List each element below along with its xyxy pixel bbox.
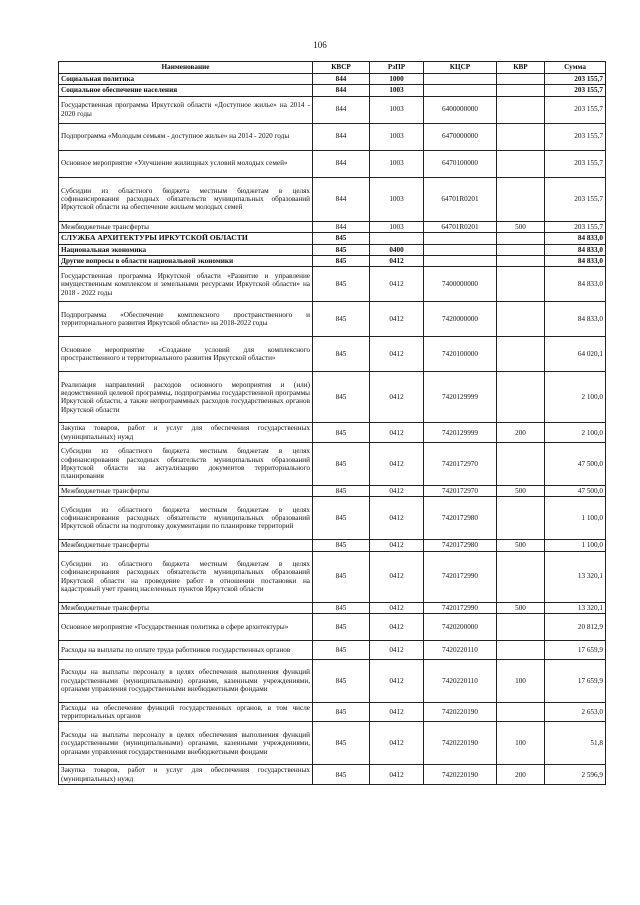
row-rzpr-cell: 1003 [370, 123, 424, 150]
row-kcsr-cell: 64701R0201 [424, 221, 497, 232]
row-kcsr-cell: 7420220110 [424, 659, 497, 702]
row-sum-cell: 1 100,0 [545, 497, 606, 540]
row-sum-cell: 17 659,9 [545, 659, 606, 702]
row-name-cell: Основное мероприятие «Улучшение жилищных условий молодых семей» [59, 150, 313, 177]
row-kcsr-cell: 7420000000 [424, 302, 497, 337]
budget-table [58, 61, 606, 785]
row-name-cell: Другие вопросы в области национальной экономики [59, 256, 313, 267]
row-sum-cell: 84 833,0 [545, 267, 606, 302]
row-kvsr-cell: 844 [313, 96, 370, 123]
table-row [59, 722, 606, 765]
row-sum-cell: 203 155,7 [545, 221, 606, 232]
row-kvsr-cell: 845 [313, 302, 370, 337]
row-kvr-cell [497, 372, 545, 423]
row-sum-cell: 1 100,0 [545, 540, 606, 551]
row-rzpr-cell: 0400 [370, 244, 424, 255]
row-name-cell: Подпрограмма «Обеспечение комплексного пространственного и территориального развития Иркутской области» на 2018-2022 годы [59, 302, 313, 337]
row-rzpr-cell: 0412 [370, 442, 424, 485]
table-row [59, 150, 606, 177]
row-name-cell: Основное мероприятие «Государственная политика в сфере архитектуры» [59, 613, 313, 640]
row-kcsr-cell: 7420172980 [424, 540, 497, 551]
row-rzpr-cell: 0412 [370, 659, 424, 702]
header-sum: Сумма [545, 62, 606, 74]
table-row [59, 702, 606, 722]
row-rzpr-cell: 0412 [370, 267, 424, 302]
row-kcsr-cell [424, 244, 497, 255]
row-name-cell: Субсидии из областного бюджета местным бюджетам в целях софинансирования расходных обязательств муниципальных образований Иркутской области на подготовку документации по планировке территорий [59, 497, 313, 540]
row-name-cell: Социальная политика [59, 74, 313, 85]
row-kvr-cell [497, 177, 545, 221]
row-kvr-cell [497, 267, 545, 302]
row-sum-cell: 84 833,0 [545, 256, 606, 267]
row-kvsr-cell: 845 [313, 640, 370, 659]
row-kvr-cell: 200 [497, 765, 545, 785]
row-rzpr-cell: 1003 [370, 221, 424, 232]
table-row [59, 96, 606, 123]
row-kcsr-cell [424, 232, 497, 244]
row-kvr-cell: 100 [497, 722, 545, 765]
row-kvr-cell: 500 [497, 540, 545, 551]
row-rzpr-cell: 0412 [370, 497, 424, 540]
table-row [59, 232, 606, 244]
table-row [59, 659, 606, 702]
row-rzpr-cell: 0412 [370, 485, 424, 496]
table-row [59, 302, 606, 337]
row-rzpr-cell: 0412 [370, 302, 424, 337]
header-kcsr: КЦСР [424, 62, 497, 74]
row-kvr-cell: 200 [497, 423, 545, 443]
table-row [59, 423, 606, 443]
row-kvr-cell [497, 74, 545, 85]
table-row [59, 74, 606, 85]
row-kvr-cell [497, 551, 545, 602]
row-kcsr-cell: 7420172980 [424, 497, 497, 540]
row-name-cell: СЛУЖБА АРХИТЕКТУРЫ ИРКУТСКОЙ ОБЛАСТИ [59, 232, 313, 244]
table-row [59, 485, 606, 496]
row-kvr-cell [497, 123, 545, 150]
row-sum-cell: 203 155,7 [545, 177, 606, 221]
row-sum-cell: 51,8 [545, 722, 606, 765]
row-kcsr-cell: 7420200000 [424, 613, 497, 640]
row-name-cell: Субсидии из областного бюджета местным бюджетам в целях софинансирования расходных обязательств муниципальных образований Иркутской области на обеспечение жильем молодых семей [59, 177, 313, 221]
row-name-cell: Социальное обеспечение населения [59, 85, 313, 96]
row-kvr-cell [497, 497, 545, 540]
row-rzpr-cell: 1000 [370, 74, 424, 85]
table-row [59, 337, 606, 372]
row-kvsr-cell: 845 [313, 485, 370, 496]
row-name-cell: Расходы на обеспечение функций государственных органов, в том числе территориальных органов [59, 702, 313, 722]
row-name-cell: Закупка товаров, работ и услуг для обеспечения государственных (муниципальных) нужд [59, 423, 313, 443]
header-rzpr: РзПР [370, 62, 424, 74]
row-kvsr-cell: 845 [313, 602, 370, 613]
row-kvsr-cell: 845 [313, 232, 370, 244]
row-rzpr-cell: 1003 [370, 85, 424, 96]
row-kvsr-cell: 845 [313, 659, 370, 702]
row-kvr-cell: 500 [497, 485, 545, 496]
row-kvr-cell: 500 [497, 602, 545, 613]
row-kvr-cell [497, 702, 545, 722]
row-kcsr-cell: 7420129999 [424, 423, 497, 443]
table-body [59, 74, 606, 785]
row-kcsr-cell: 6470000000 [424, 123, 497, 150]
row-sum-cell: 2 653,0 [545, 702, 606, 722]
table-row [59, 540, 606, 551]
row-name-cell: Национальная экономика [59, 244, 313, 255]
row-name-cell: Межбюджетные трансферты [59, 221, 313, 232]
table-row [59, 256, 606, 267]
row-kvsr-cell: 845 [313, 423, 370, 443]
row-sum-cell: 13 320,1 [545, 551, 606, 602]
row-kvr-cell: 500 [497, 221, 545, 232]
table-row [59, 640, 606, 659]
row-kvsr-cell: 844 [313, 123, 370, 150]
row-kcsr-cell: 7420220190 [424, 722, 497, 765]
row-sum-cell: 84 833,0 [545, 244, 606, 255]
row-kvsr-cell: 844 [313, 221, 370, 232]
table-row [59, 244, 606, 255]
row-name-cell: Расходы на выплаты персоналу в целях обеспечения выполнения функций государственными (муниципальными) органами, казенными учреждениями, органами управления государственными внебюджетными фондами [59, 659, 313, 702]
row-kcsr-cell: 7420172970 [424, 485, 497, 496]
row-kvsr-cell: 845 [313, 613, 370, 640]
row-rzpr-cell: 0412 [370, 372, 424, 423]
row-kcsr-cell: 7420172990 [424, 602, 497, 613]
row-kvr-cell [497, 256, 545, 267]
row-name-cell: Закупка товаров, работ и услуг для обеспечения государственных (муниципальных) нужд [59, 765, 313, 785]
row-kcsr-cell: 7400000000 [424, 267, 497, 302]
row-kvsr-cell: 845 [313, 702, 370, 722]
row-sum-cell: 47 500,0 [545, 485, 606, 496]
row-kcsr-cell: 64701R0201 [424, 177, 497, 221]
row-kcsr-cell: 6400000000 [424, 96, 497, 123]
row-rzpr-cell: 0412 [370, 337, 424, 372]
row-sum-cell: 2 100,0 [545, 423, 606, 443]
row-kvsr-cell: 845 [313, 337, 370, 372]
table-row [59, 372, 606, 423]
table-row [59, 85, 606, 96]
row-kvsr-cell: 845 [313, 765, 370, 785]
row-rzpr-cell [370, 232, 424, 244]
row-kcsr-cell [424, 85, 497, 96]
row-sum-cell: 13 320,1 [545, 602, 606, 613]
row-kvsr-cell: 845 [313, 497, 370, 540]
table-row [59, 497, 606, 540]
row-sum-cell: 20 812,9 [545, 613, 606, 640]
row-name-cell: Подпрограмма «Молодым семьям - доступное жилье» на 2014 - 2020 годы [59, 123, 313, 150]
row-kvsr-cell: 844 [313, 85, 370, 96]
row-name-cell: Государственная программа Иркутской области «Развитие и управление имущественным комплексом и земельными ресурсами Иркутской области» на 2018 - 2022 годы [59, 267, 313, 302]
row-kvr-cell [497, 96, 545, 123]
row-kcsr-cell: 7420220190 [424, 765, 497, 785]
row-name-cell: Расходы на выплаты персоналу в целях обеспечения выполнения функций государственными (муниципальными) органами, казенными учреждениями, органами управления государственными внебюджетными фондами [59, 722, 313, 765]
row-sum-cell: 203 155,7 [545, 96, 606, 123]
row-name-cell: Реализация направлений расходов основного мероприятия и (или) ведомственной целевой программы, подпрограммы государственной программы Иркутской области, а также непрограммных расходов государственных органов Иркутской области [59, 372, 313, 423]
row-rzpr-cell: 0412 [370, 722, 424, 765]
row-rzpr-cell: 0412 [370, 540, 424, 551]
row-kcsr-cell: 7420129999 [424, 372, 497, 423]
row-kvsr-cell: 845 [313, 244, 370, 255]
row-kvsr-cell: 845 [313, 551, 370, 602]
header-name: Наименование [59, 62, 313, 74]
row-rzpr-cell: 0412 [370, 423, 424, 443]
table-row [59, 602, 606, 613]
row-kvr-cell: 100 [497, 659, 545, 702]
row-kvr-cell [497, 232, 545, 244]
row-name-cell: Субсидии из областного бюджета местным бюджетам в целях софинансирования расходных обязательств муниципальных образований Иркутской области на проведение работ в отношении постановки на кадастровый учет границ населенных пунктов Иркутской области [59, 551, 313, 602]
row-kvsr-cell: 845 [313, 540, 370, 551]
header-kvr: КВР [497, 62, 545, 74]
table-row [59, 765, 606, 785]
row-rzpr-cell: 1003 [370, 150, 424, 177]
table-row [59, 267, 606, 302]
row-sum-cell: 17 659,9 [545, 640, 606, 659]
row-name-cell: Межбюджетные трансферты [59, 485, 313, 496]
header-kvsr: КВСР [313, 62, 370, 74]
table-row [59, 221, 606, 232]
row-kvsr-cell: 845 [313, 722, 370, 765]
row-kvr-cell [497, 442, 545, 485]
row-kcsr-cell [424, 74, 497, 85]
row-sum-cell: 84 833,0 [545, 302, 606, 337]
row-kvr-cell [497, 85, 545, 96]
row-name-cell: Межбюджетные трансферты [59, 540, 313, 551]
table-row [59, 551, 606, 602]
row-kcsr-cell [424, 256, 497, 267]
row-kvsr-cell: 845 [313, 372, 370, 423]
row-name-cell: Расходы на выплаты по оплате труда работников государственных органов [59, 640, 313, 659]
row-sum-cell: 2 596,9 [545, 765, 606, 785]
row-kcsr-cell: 7420220110 [424, 640, 497, 659]
row-kvr-cell [497, 613, 545, 640]
row-sum-cell: 203 155,7 [545, 150, 606, 177]
row-rzpr-cell: 1003 [370, 96, 424, 123]
row-name-cell: Межбюджетные трансферты [59, 602, 313, 613]
row-sum-cell: 203 155,7 [545, 85, 606, 96]
row-rzpr-cell: 0412 [370, 613, 424, 640]
table-header-row [59, 62, 606, 74]
row-kvsr-cell: 845 [313, 442, 370, 485]
row-name-cell: Государственная программа Иркутской области «Доступное жилье» на 2014 - 2020 годы [59, 96, 313, 123]
row-rzpr-cell: 0412 [370, 640, 424, 659]
row-rzpr-cell: 0412 [370, 256, 424, 267]
row-kvr-cell [497, 337, 545, 372]
row-rzpr-cell: 0412 [370, 702, 424, 722]
row-kvr-cell [497, 302, 545, 337]
row-rzpr-cell: 0412 [370, 551, 424, 602]
table-row [59, 177, 606, 221]
row-kvsr-cell: 845 [313, 256, 370, 267]
row-sum-cell: 203 155,7 [545, 74, 606, 85]
row-kcsr-cell: 7420172990 [424, 551, 497, 602]
table-row [59, 442, 606, 485]
row-kcsr-cell: 6470100000 [424, 150, 497, 177]
row-sum-cell: 47 500,0 [545, 442, 606, 485]
row-kvsr-cell: 844 [313, 74, 370, 85]
row-name-cell: Основное мероприятие «Создание условий для комплексного пространственного и территориального развития Иркутской области» [59, 337, 313, 372]
row-sum-cell: 64 020,1 [545, 337, 606, 372]
row-kvsr-cell: 844 [313, 177, 370, 221]
row-kcsr-cell: 7420220190 [424, 702, 497, 722]
row-rzpr-cell: 0412 [370, 765, 424, 785]
row-kvsr-cell: 844 [313, 150, 370, 177]
row-name-cell: Субсидии из областного бюджета местным бюджетам в целях софинансирования расходных обязательств муниципальных образований Иркутской области на актуализацию документов территориального планирования [59, 442, 313, 485]
row-kvr-cell [497, 640, 545, 659]
row-kcsr-cell: 7420172970 [424, 442, 497, 485]
row-kvr-cell [497, 244, 545, 255]
row-kcsr-cell: 7420100000 [424, 337, 497, 372]
row-kvsr-cell: 845 [313, 267, 370, 302]
row-sum-cell: 84 833,0 [545, 232, 606, 244]
table-row [59, 123, 606, 150]
row-sum-cell: 203 155,7 [545, 123, 606, 150]
page-number: 106 [313, 40, 327, 50]
row-rzpr-cell: 1003 [370, 177, 424, 221]
table-row [59, 613, 606, 640]
row-kvr-cell [497, 150, 545, 177]
row-rzpr-cell: 0412 [370, 602, 424, 613]
row-sum-cell: 2 100,0 [545, 372, 606, 423]
